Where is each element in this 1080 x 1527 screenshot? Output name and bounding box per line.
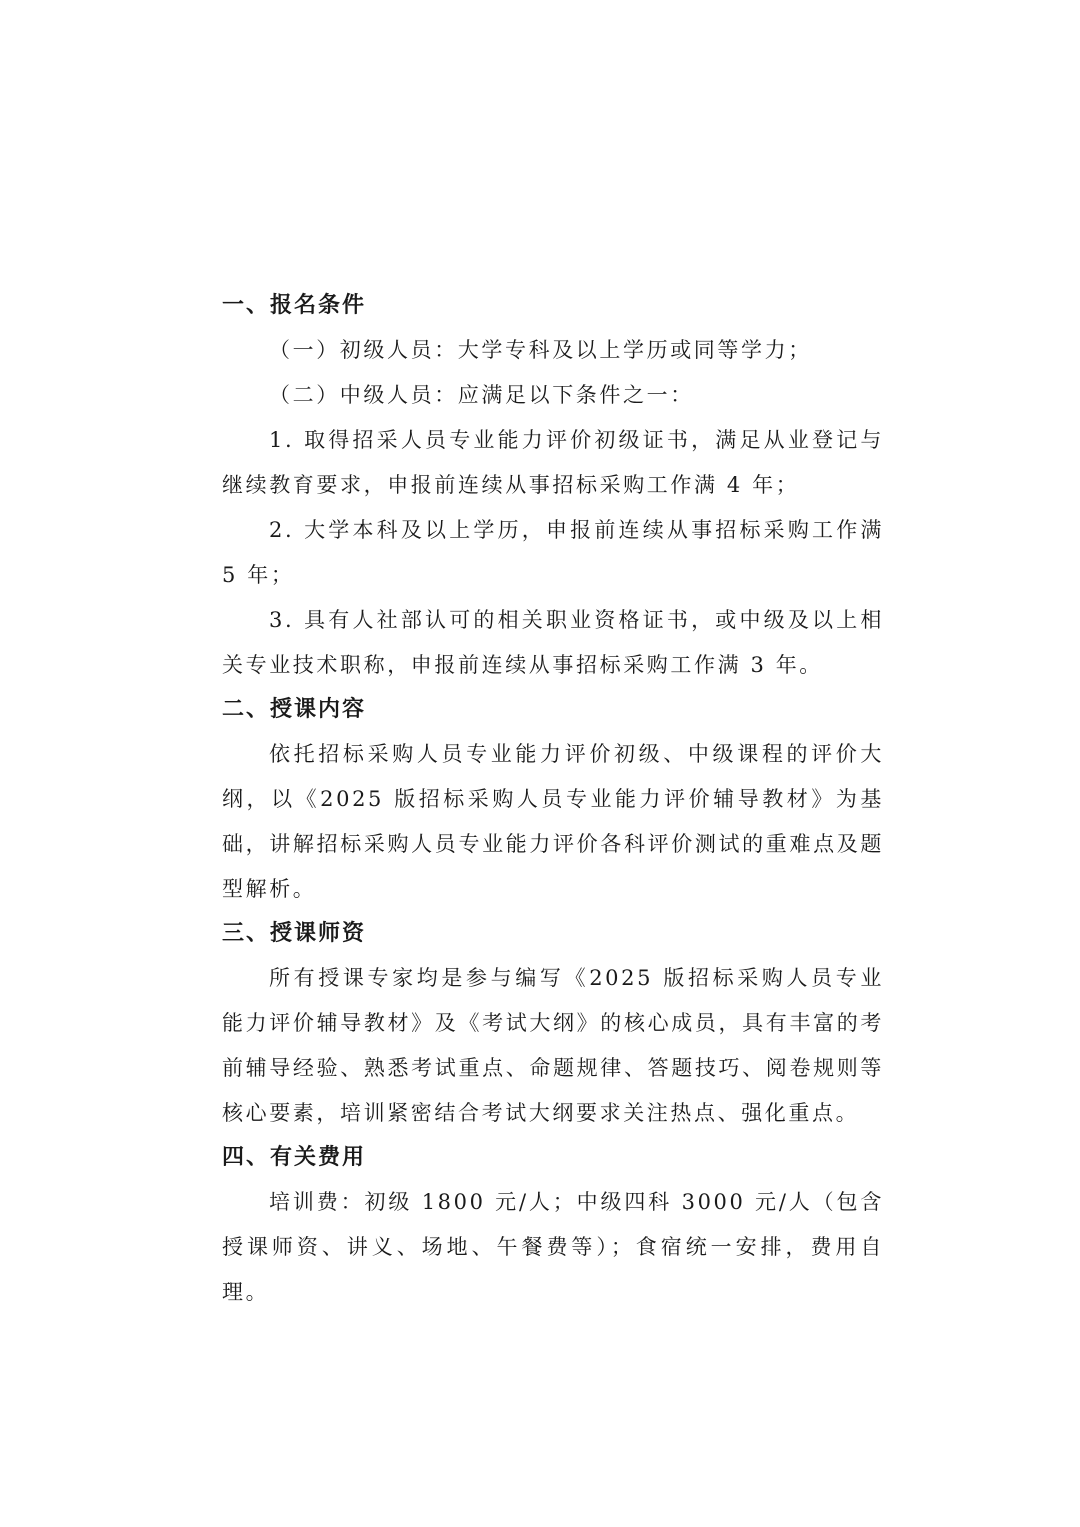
paragraph-course-content: 依托招标采购人员专业能力评价初级、中级课程的评价大纲，以《2025 版招标采购人员专业能力评价辅导教材》为基础，讲解招标采购人员专业能力评价各科评价测试的重难点及题型解析。	[222, 742, 884, 901]
paragraph-instructors: 所有授课专家均是参与编写《2025 版招标采购人员专业能力评价辅导教材》及《考试大纲》的核心成员，具有丰富的考前辅导经验、熟悉考试重点、命题规律、答题技巧、阅卷规则等核心要素，培训紧密结合考试大纲要求关注热点、强化重点。	[222, 966, 884, 1125]
paragraph-condition-1: 1. 取得招采人员专业能力评价初级证书，满足从业登记与继续教育要求，申报前连续从事招标采购工作满 4 年；	[222, 428, 884, 497]
section-heading-course-content: 二、授课内容	[222, 697, 367, 722]
document-body	[222, 284, 884, 1315]
paragraph-intermediate-requirement: （二）中级人员：应满足以下条件之一：	[269, 383, 694, 407]
section-heading-instructors: 三、授课师资	[222, 921, 367, 946]
section-heading-eligibility: 一、报名条件	[222, 293, 367, 318]
paragraph-junior-requirement: （一）初级人员：大学专科及以上学历或同等学力；	[269, 338, 812, 362]
paragraph-condition-3: 3. 具有人社部认可的相关职业资格证书，或中级及以上相关专业技术职称，申报前连续从事招标采购工作满 3 年。	[222, 608, 884, 677]
paragraph-condition-2: 2. 大学本科及以上学历，申报前连续从事招标采购工作满 5 年；	[222, 518, 884, 587]
section-heading-fees: 四、有关费用	[222, 1145, 367, 1170]
paragraph-fees: 培训费：初级 1800 元/人；中级四科 3000 元/人（包含授课师资、讲义、场地、午餐费等）；食宿统一安排，费用自理。	[222, 1190, 884, 1304]
